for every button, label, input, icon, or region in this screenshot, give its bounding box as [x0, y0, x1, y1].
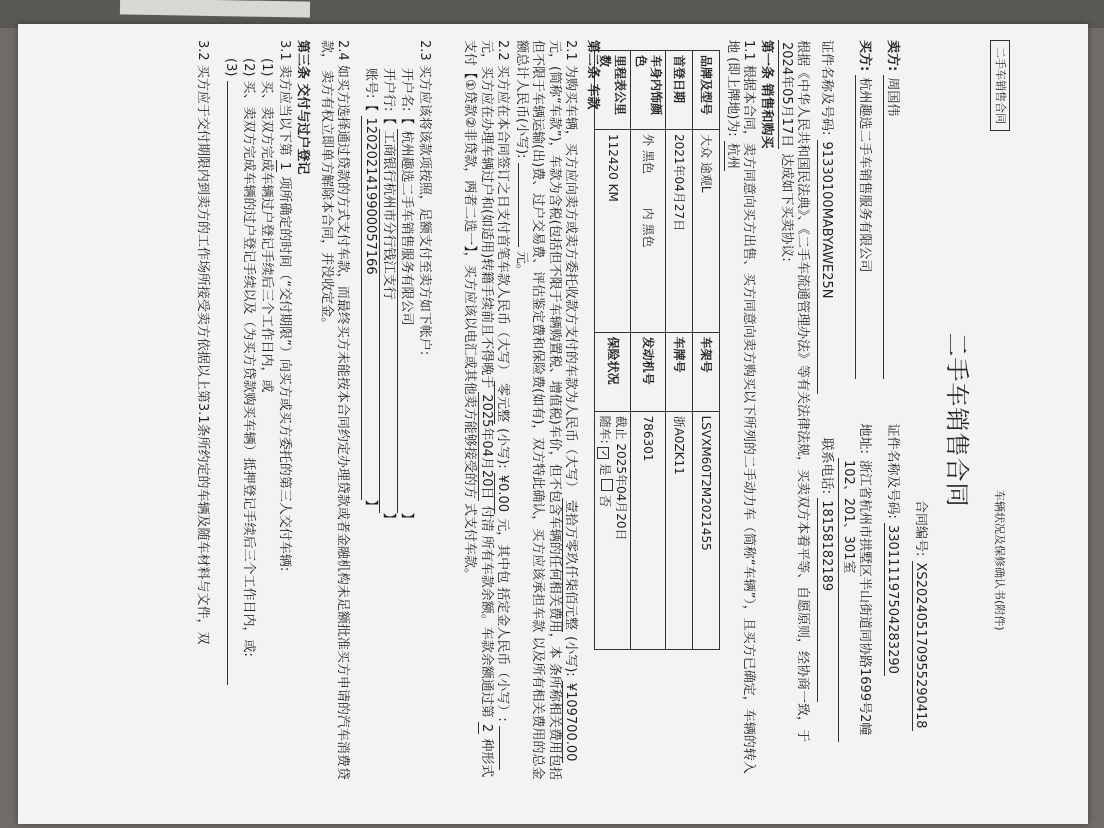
clause-1-1: 1.1 根据本合同，卖方同意向买方出售、买方同意向卖方购买以下所列的二手动力车（简称“车辆”），且买方已确定，车辆的转入地 (即上牌地)为: 杭州 — [724, 40, 756, 774]
brand-value: 大众 途观L — [693, 130, 720, 333]
seller-row: 卖方: 周国伟 证件名称及号码: 330111197504283290 — [883, 40, 900, 676]
article-2-title: 第二条 车款 — [585, 40, 600, 110]
account-number-row: 账号:【 1202021419900057166】 — [361, 68, 378, 513]
rotated-document — [10, 40, 1010, 800]
mileage-label: 里程表公里数 — [595, 51, 631, 130]
clause-2-4: 2.4 如买方选择通过贷款的方式支付车款，而最终买方未能按本合同约定办理贷款或者金融机构未足额批准买方申请的汽车消费贷款， 卖方有权立即单方解除本合同，并没收定金。 — [318, 40, 350, 780]
clause-3-1: 3.1 卖方应当以下第 1 项所确定的时间（“交付期限”）向买方或买方委托的第三人交付车辆: — [277, 40, 292, 572]
brand-label: 品牌及型号 — [693, 51, 720, 130]
option-3: (3) — [222, 58, 238, 685]
article-1-title: 第一条 销售和购买 — [759, 40, 774, 149]
vehicle-info-table — [594, 50, 720, 650]
checkbox-empty-icon — [601, 479, 613, 491]
clause-2-3: 2.3 买方应该将该款项按照，足额支付至卖方如下帐户: — [417, 40, 432, 356]
account-name-row: 开户名:【 杭州趣选二手车销售服务有限公司】 — [397, 68, 414, 526]
insurance-value: 截止 2025年04月20日 随车: ✓ 是 否 — [595, 411, 631, 649]
clause-2-2: 2.2 买方应在本合同签订之日支付首笔车款人民币（大写） 零元整 (小写): ¥0.00 元，其中包 括定金人民币（小写）: 元，买方应在办理车辆过户和(如适用)转籍手续前且不得晚于 2025年04月20日 付清 所有车款余额。车款余额通过第 2 种形式支付【①贷款②非贷款，两者二选一】，买方应该以电汇或其他卖方能够接受的方 式支付车款。 — [462, 40, 510, 778]
reg-date-value: 2021年04月27日 — [666, 130, 693, 333]
insurance-label: 保险状况 — [595, 332, 631, 411]
color-label: 车身内饰颜色 — [631, 51, 666, 130]
agreement-basis: 根据《中华人民共和国民法典》、《二手车流通管理办法》等有关法律法规，买卖双方本着平等、自愿原则，经协商一致，于 2024年05月17日 达成如下买卖协议: — [778, 40, 810, 743]
clause-3-2: 3.2 买方应于交付期限内到卖方的工作场所接受卖方依据以上第3.1条所约定的车辆及随车材料与文件，双 — [195, 40, 210, 645]
plate-label: 车牌号 — [666, 332, 693, 411]
engine-value: 786301 — [631, 411, 666, 649]
clause-2-1: 2.1 为购买车辆，买方应向卖方或卖方委托收款方支付的车款为人民币（大写） 壹拾万零玖仟柒佰元整 (小写): ¥109700.00 元，(简称“车款”)，车款为含税(包括但不限于车辆购置税、增值税)车价，但不包含车辆的任何相关费用，本 条所称相关费用包括但不限于车辆运输(出)费、过户交易费、评估鉴定费和保险费(如有)，双方特此确认，买方应该承担车款 以及所有相关费用的总金额总计人民币(小写): 元。 — [514, 40, 578, 780]
buyer-id-row: 证件名称及号码: 91330100MABYAWE25N 联系电话: 18158182189 — [817, 40, 834, 702]
plate-value: 浙A0ZK11 — [666, 411, 693, 649]
engine-label: 发动机号 — [631, 332, 666, 411]
buyer-row: 买方: 杭州趣选二手车销售服务有限公司 地址: 浙江省杭州市拱墅区半山街道同协路1699号2幢102、201、301室 — [839, 40, 873, 742]
account-bank-row: 开户行:【 工商银行杭州市分行钱江支行】 — [379, 68, 396, 526]
reg-date-label: 首登日期 — [666, 51, 693, 130]
article-3-title: 第三条 交付与过户登记 — [295, 40, 310, 175]
color-value: 外 黑色 内 黑色 — [631, 130, 666, 333]
mileage-value: 112420 KM — [595, 130, 631, 333]
option-2: (2) 买、卖双方完成车辆的过户登记手续以及（为买方贷款购买车辆）抵押登记手续后三个工作日内，或: — [241, 58, 256, 657]
header-attachment-note: 车辆状况及保修确认书(附件) — [993, 490, 1006, 631]
vin-value: LSVXM60T2M2021455 — [693, 411, 720, 649]
vin-label: 车架号 — [693, 332, 720, 411]
option-1: (1) 买、卖双方完成车辆过户登记手续后三个工作日内，或 — [259, 58, 274, 393]
header-label-box: 二手车销售合同 — [990, 40, 1010, 131]
contract-document — [10, 40, 1010, 800]
checkbox-checked-icon: ✓ — [597, 447, 609, 459]
contract-number: 合同编号: XS202405170955290418 — [913, 500, 928, 729]
document-title: 二手车销售合同 — [943, 332, 971, 508]
